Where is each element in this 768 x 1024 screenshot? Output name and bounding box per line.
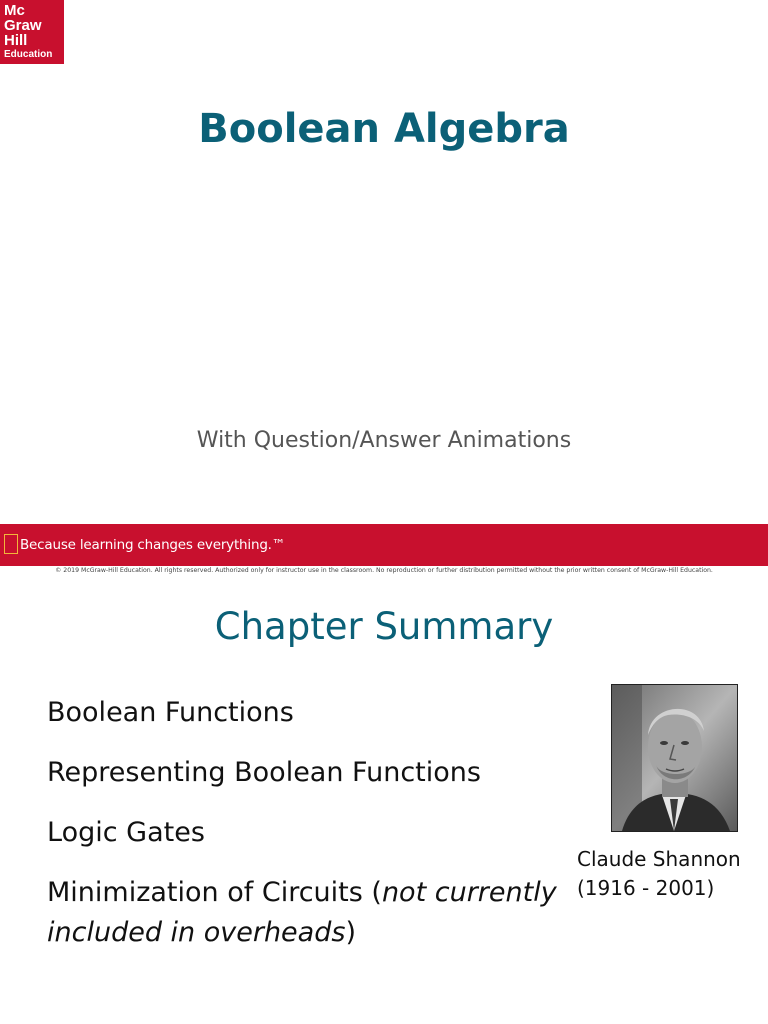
mcgraw-hill-logo [0,0,64,64]
list-item-italic-note: not currently included in overheads [47,877,557,948]
caption-years: (1916 - 2001) [577,876,715,900]
slide-title: Boolean Algebra [198,106,570,152]
portrait-illustration [612,685,737,831]
brand-banner [0,524,768,566]
logo-line-2: Graw [4,17,42,34]
slide-subtitle: With Question/Answer Animations [196,428,572,453]
list-item-text-end: ) [345,917,356,948]
logo-line-3: Hill [4,32,28,49]
list-item [47,873,567,953]
photo-caption [577,845,741,903]
chapter-summary-slide [0,575,768,1024]
logo-line-4: Education [4,49,53,60]
list-item-text: Minimization of Circuits ( [47,877,382,908]
portrait-photo [611,684,738,832]
caption-name: Claude Shannon [577,847,741,871]
list-item: Logic Gates [47,817,205,848]
banner-tagline: Because learning changes everything.™ [20,537,286,553]
list-item: Boolean Functions [47,697,294,728]
list-item: Representing Boolean Functions [47,757,481,788]
logo-line-1: Mc [4,2,25,19]
brand-mark-icon [4,534,18,554]
slide-heading: Chapter Summary [214,605,554,648]
copyright-notice: © 2019 McGraw-Hill Education. All rights reserved. Authorized only for instructor use in the classroom. No reproduction or further distribution permitted without the prior written consent of McGraw-Hill Education. [55,567,713,574]
